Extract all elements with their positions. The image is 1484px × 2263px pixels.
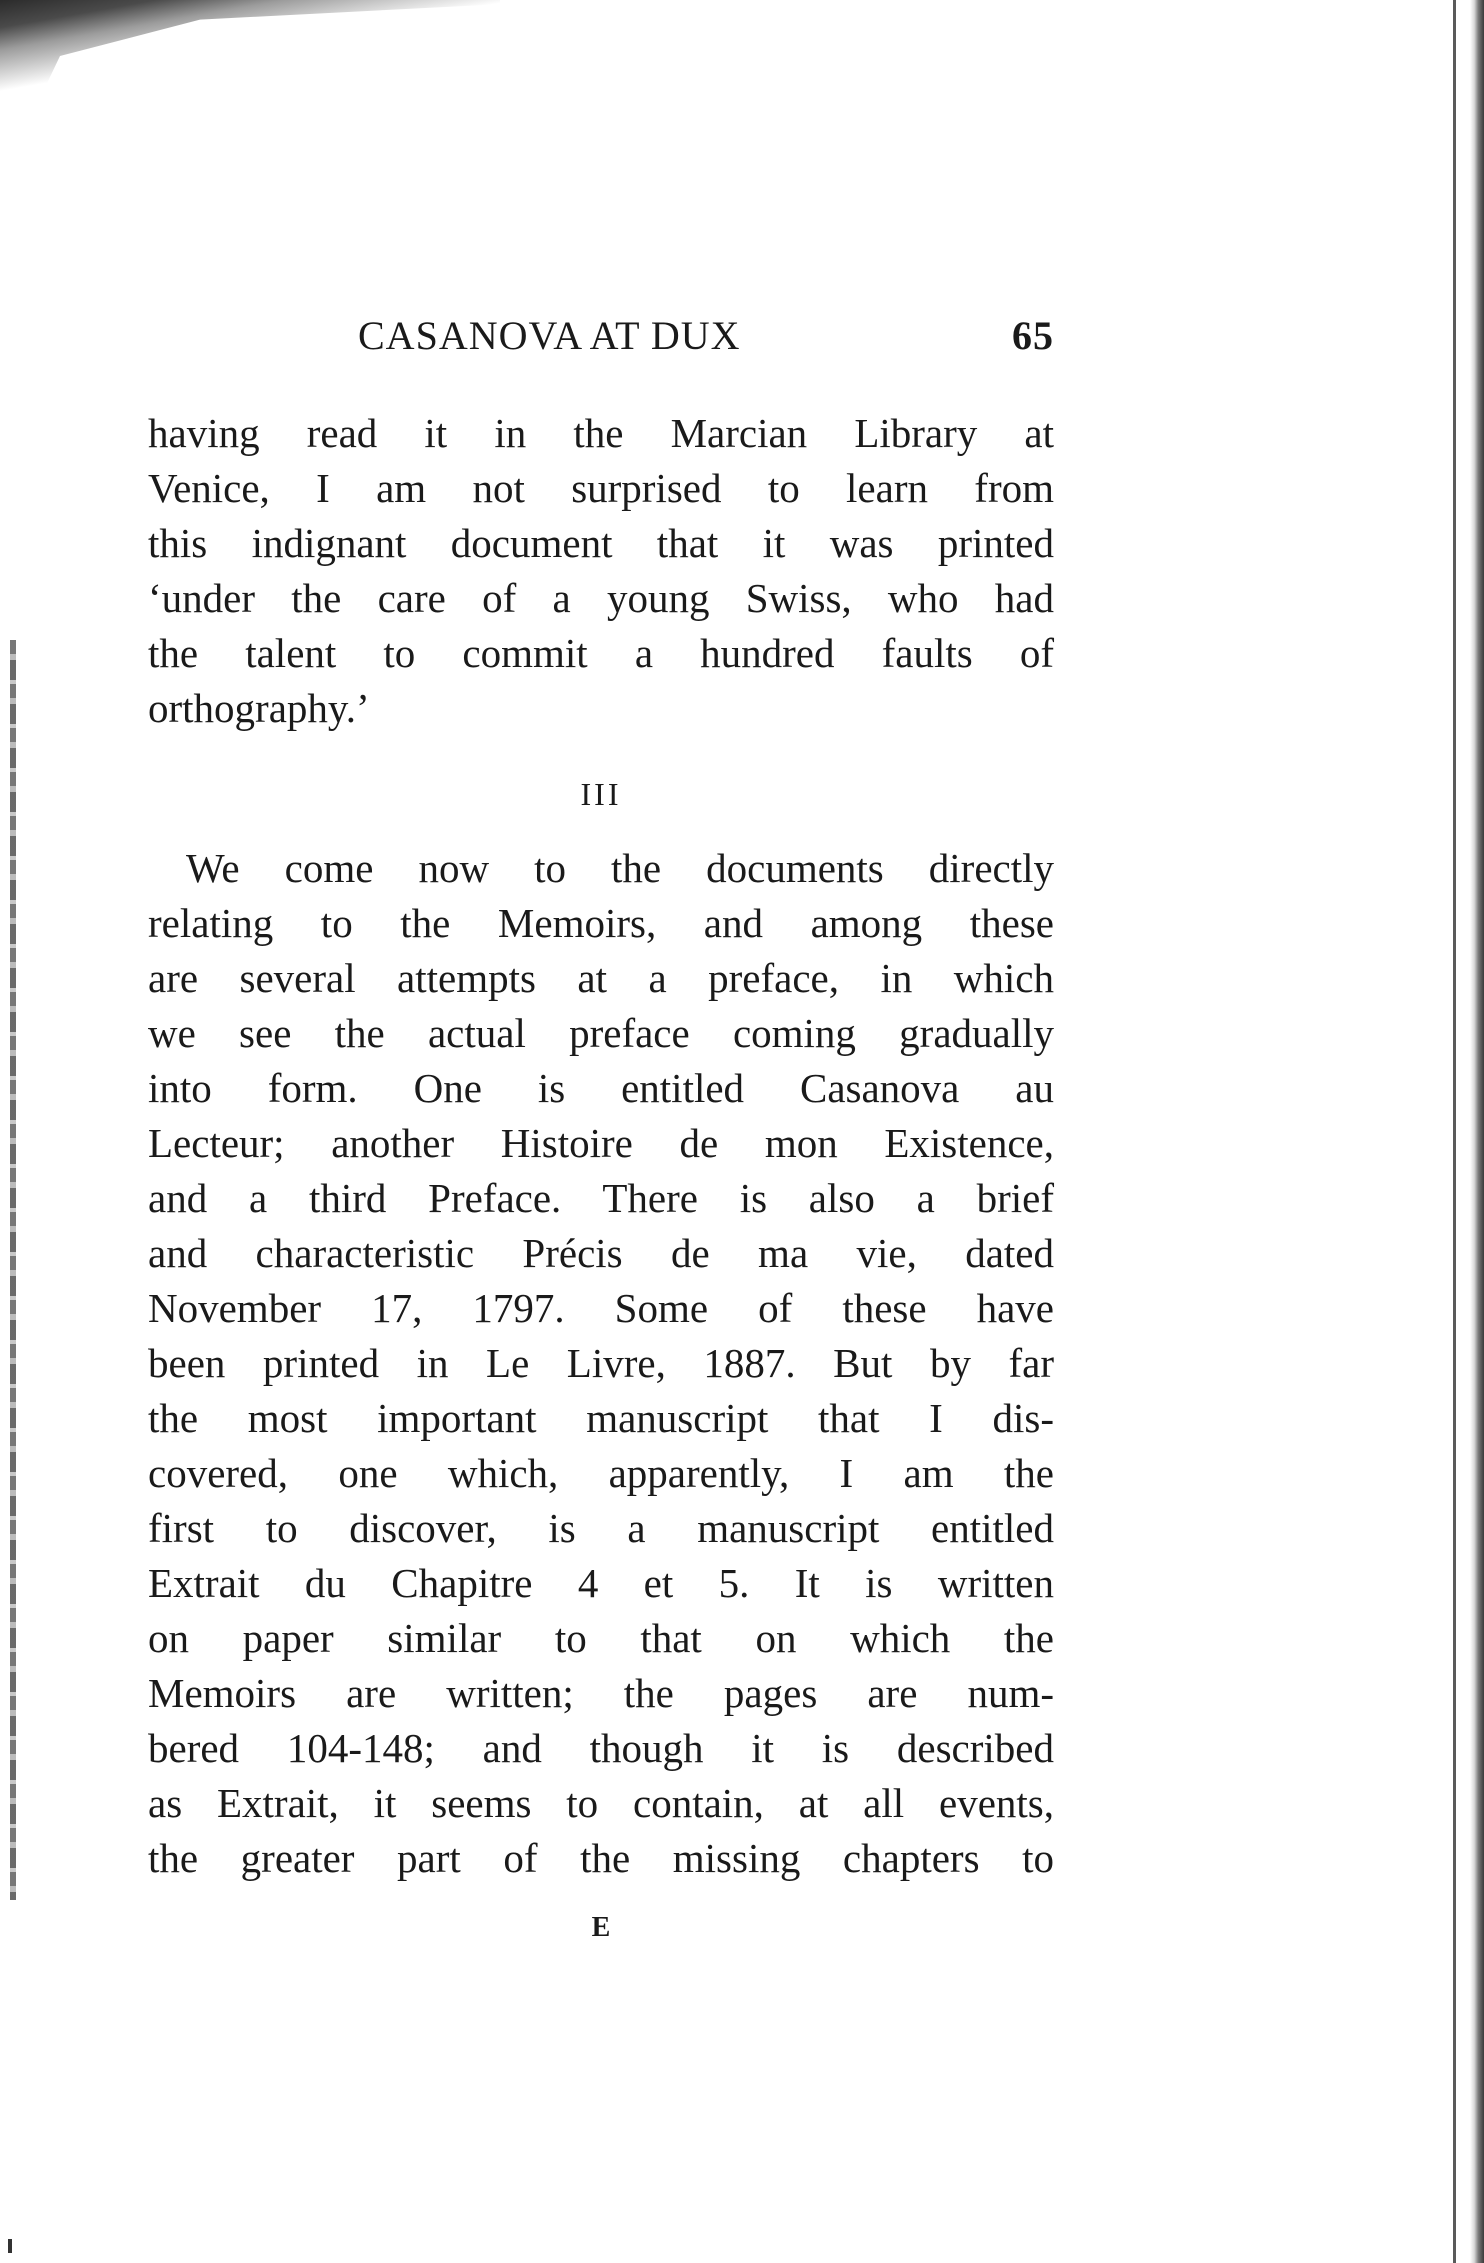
- text-line: the most important manuscript that I dis-: [148, 1395, 1054, 1441]
- text-line: and characteristic Précis de ma vie, dated: [148, 1230, 1054, 1276]
- text-line: Memoirs are written; the pages are num-: [148, 1670, 1054, 1716]
- text-line: covered, one which, apparently, I am the: [148, 1450, 1054, 1496]
- text-line: the talent to commit a hundred faults of: [148, 630, 1054, 676]
- text-line: on paper similar to that on which the: [148, 1615, 1054, 1661]
- text-line: orthography.’: [148, 685, 370, 731]
- text-line: are several attempts at a preface, in which: [148, 955, 1054, 1001]
- running-header: [148, 300, 1054, 370]
- text-line: November 17, 1797. Some of these have: [148, 1285, 1054, 1331]
- text-line: and a third Preface. There is also a brief: [148, 1175, 1054, 1221]
- text-line: as Extrait, it seems to contain, at all events,: [148, 1780, 1054, 1826]
- signature-mark: E: [591, 1912, 611, 1943]
- text-line: We come now to the documents directly: [186, 845, 1054, 891]
- text-line: this indignant document that it was printed: [148, 520, 1054, 566]
- page-number: 65: [1012, 313, 1054, 358]
- text-line: we see the actual preface coming gradually: [148, 1010, 1054, 1056]
- text-line: the greater part of the missing chapters to: [148, 1835, 1054, 1881]
- text-line: ‘under the care of a young Swiss, who had: [148, 575, 1054, 621]
- text-line: been printed in Le Livre, 1887. But by far: [148, 1340, 1054, 1386]
- text-line: relating to the Memoirs, and among these: [148, 900, 1054, 946]
- running-title: CASANOVA AT DUX: [358, 313, 741, 358]
- paragraph-section-iii: [148, 841, 1054, 1886]
- text-line: first to discover, is a manuscript entitled: [148, 1505, 1054, 1551]
- scan-edge-right: [1470, 0, 1484, 2263]
- paragraph-continuation: [148, 406, 1054, 736]
- text-line: Lecteur; another Histoire de mon Existence,: [148, 1120, 1054, 1166]
- text-line: bered 104-148; and though it is described: [148, 1725, 1054, 1771]
- scan-edge-left: [10, 640, 16, 1900]
- stray-mark: [8, 2239, 12, 2253]
- scan-edge-right-line: [1453, 0, 1456, 2263]
- scan-shadow-top: [0, 0, 500, 140]
- text-line: Venice, I am not surprised to learn from: [148, 465, 1054, 511]
- book-page: [148, 300, 1054, 1944]
- section-heading: III: [580, 776, 622, 812]
- text-line: Extrait du Chapitre 4 et 5. It is written: [148, 1560, 1054, 1606]
- text-line: having read it in the Marcian Library at: [148, 410, 1054, 456]
- text-line: into form. One is entitled Casanova au: [148, 1065, 1054, 1111]
